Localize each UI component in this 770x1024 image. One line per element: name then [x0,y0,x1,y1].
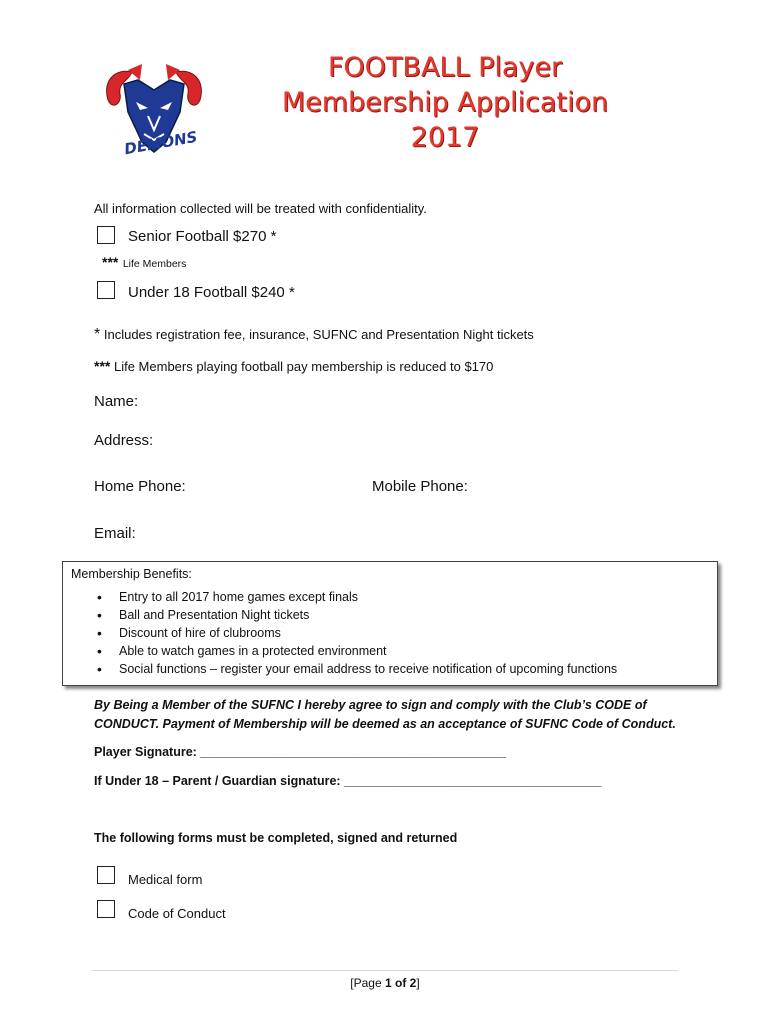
page-current: 1 [384,976,392,990]
senior-football-checkbox[interactable] [97,226,115,249]
benefit-item: • Entry to all 2017 home games except finals [93,590,709,608]
title-line-2: Membership Application [281,87,609,119]
player-signature-line[interactable]: Player Signature: ____________________________________________ [94,745,507,759]
page-close: ] [416,976,420,990]
email-field-label: Email: [94,525,136,542]
medical-form-checkbox[interactable] [97,866,115,889]
forms-heading: The following forms must be completed, signed and returned [94,831,458,845]
code-of-conduct-label: Code of Conduct [128,906,226,921]
footnote-mark: * [94,326,101,343]
benefit-item: • Ball and Presentation Night tickets [93,608,709,626]
mobile-phone-field-label: Mobile Phone: [372,478,468,495]
footnote-includes [94,326,534,344]
benefit-item: • Able to watch games in a protected environment [93,644,709,662]
name-field-label: Name: [94,393,139,410]
benefits-box [62,561,718,686]
footnote-life-members [94,358,493,374]
guardian-signature-line[interactable]: If Under 18 – Parent / Guardian signature: _____________________________________ [94,774,602,788]
benefit-item: • Discount of hire of clubrooms [93,626,709,644]
agreement-text [94,696,676,734]
agreement-line-2: CONDUCT. Payment of Membership will be deemed as an acceptance of SUFNC Code of Conduct. [94,717,676,731]
benefits-list [93,590,709,680]
footnote-text: Life Members playing football pay membership is reduced to $170 [113,359,494,374]
title-line-3: 2017 [410,122,480,154]
club-logo [98,60,210,168]
page-total: 2 [409,976,417,990]
agreement-line-1: By Being a Member of the SUFNC I hereby agree to sign and comply with the Club’s CODE of [94,698,647,712]
page-open: [Page [350,976,385,990]
footer-divider [92,970,678,971]
home-phone-field-label: Home Phone: [94,478,186,495]
life-members-stars: *** [102,254,119,270]
address-field-label: Address: [94,432,154,449]
code-of-conduct-checkbox[interactable] [97,900,115,923]
life-members-note [102,254,186,272]
under18-football-checkbox[interactable] [97,281,115,304]
benefits-title: Membership Benefits: [71,567,192,581]
life-members-text: Life Members [122,258,187,270]
confidentiality-note: All information collected will be treated with confidentiality. [94,201,427,216]
page-number [0,976,770,990]
footnote-text: Includes registration fee, insurance, SUFNC and Presentation Night tickets [103,327,534,342]
logo-text: DEMONS [122,127,199,159]
senior-football-label: Senior Football $270 * [128,228,277,245]
footnote-mark: *** [94,358,111,374]
medical-form-label: Medical form [128,872,203,887]
page-of: of [391,976,410,990]
title-line-1: FOOTBALL Player [327,52,563,83]
benefit-item: • Social functions – register your email address to receive notification of upcoming functions [93,662,709,680]
page-title [230,50,660,155]
under18-football-label: Under 18 Football $240 * [128,284,295,301]
